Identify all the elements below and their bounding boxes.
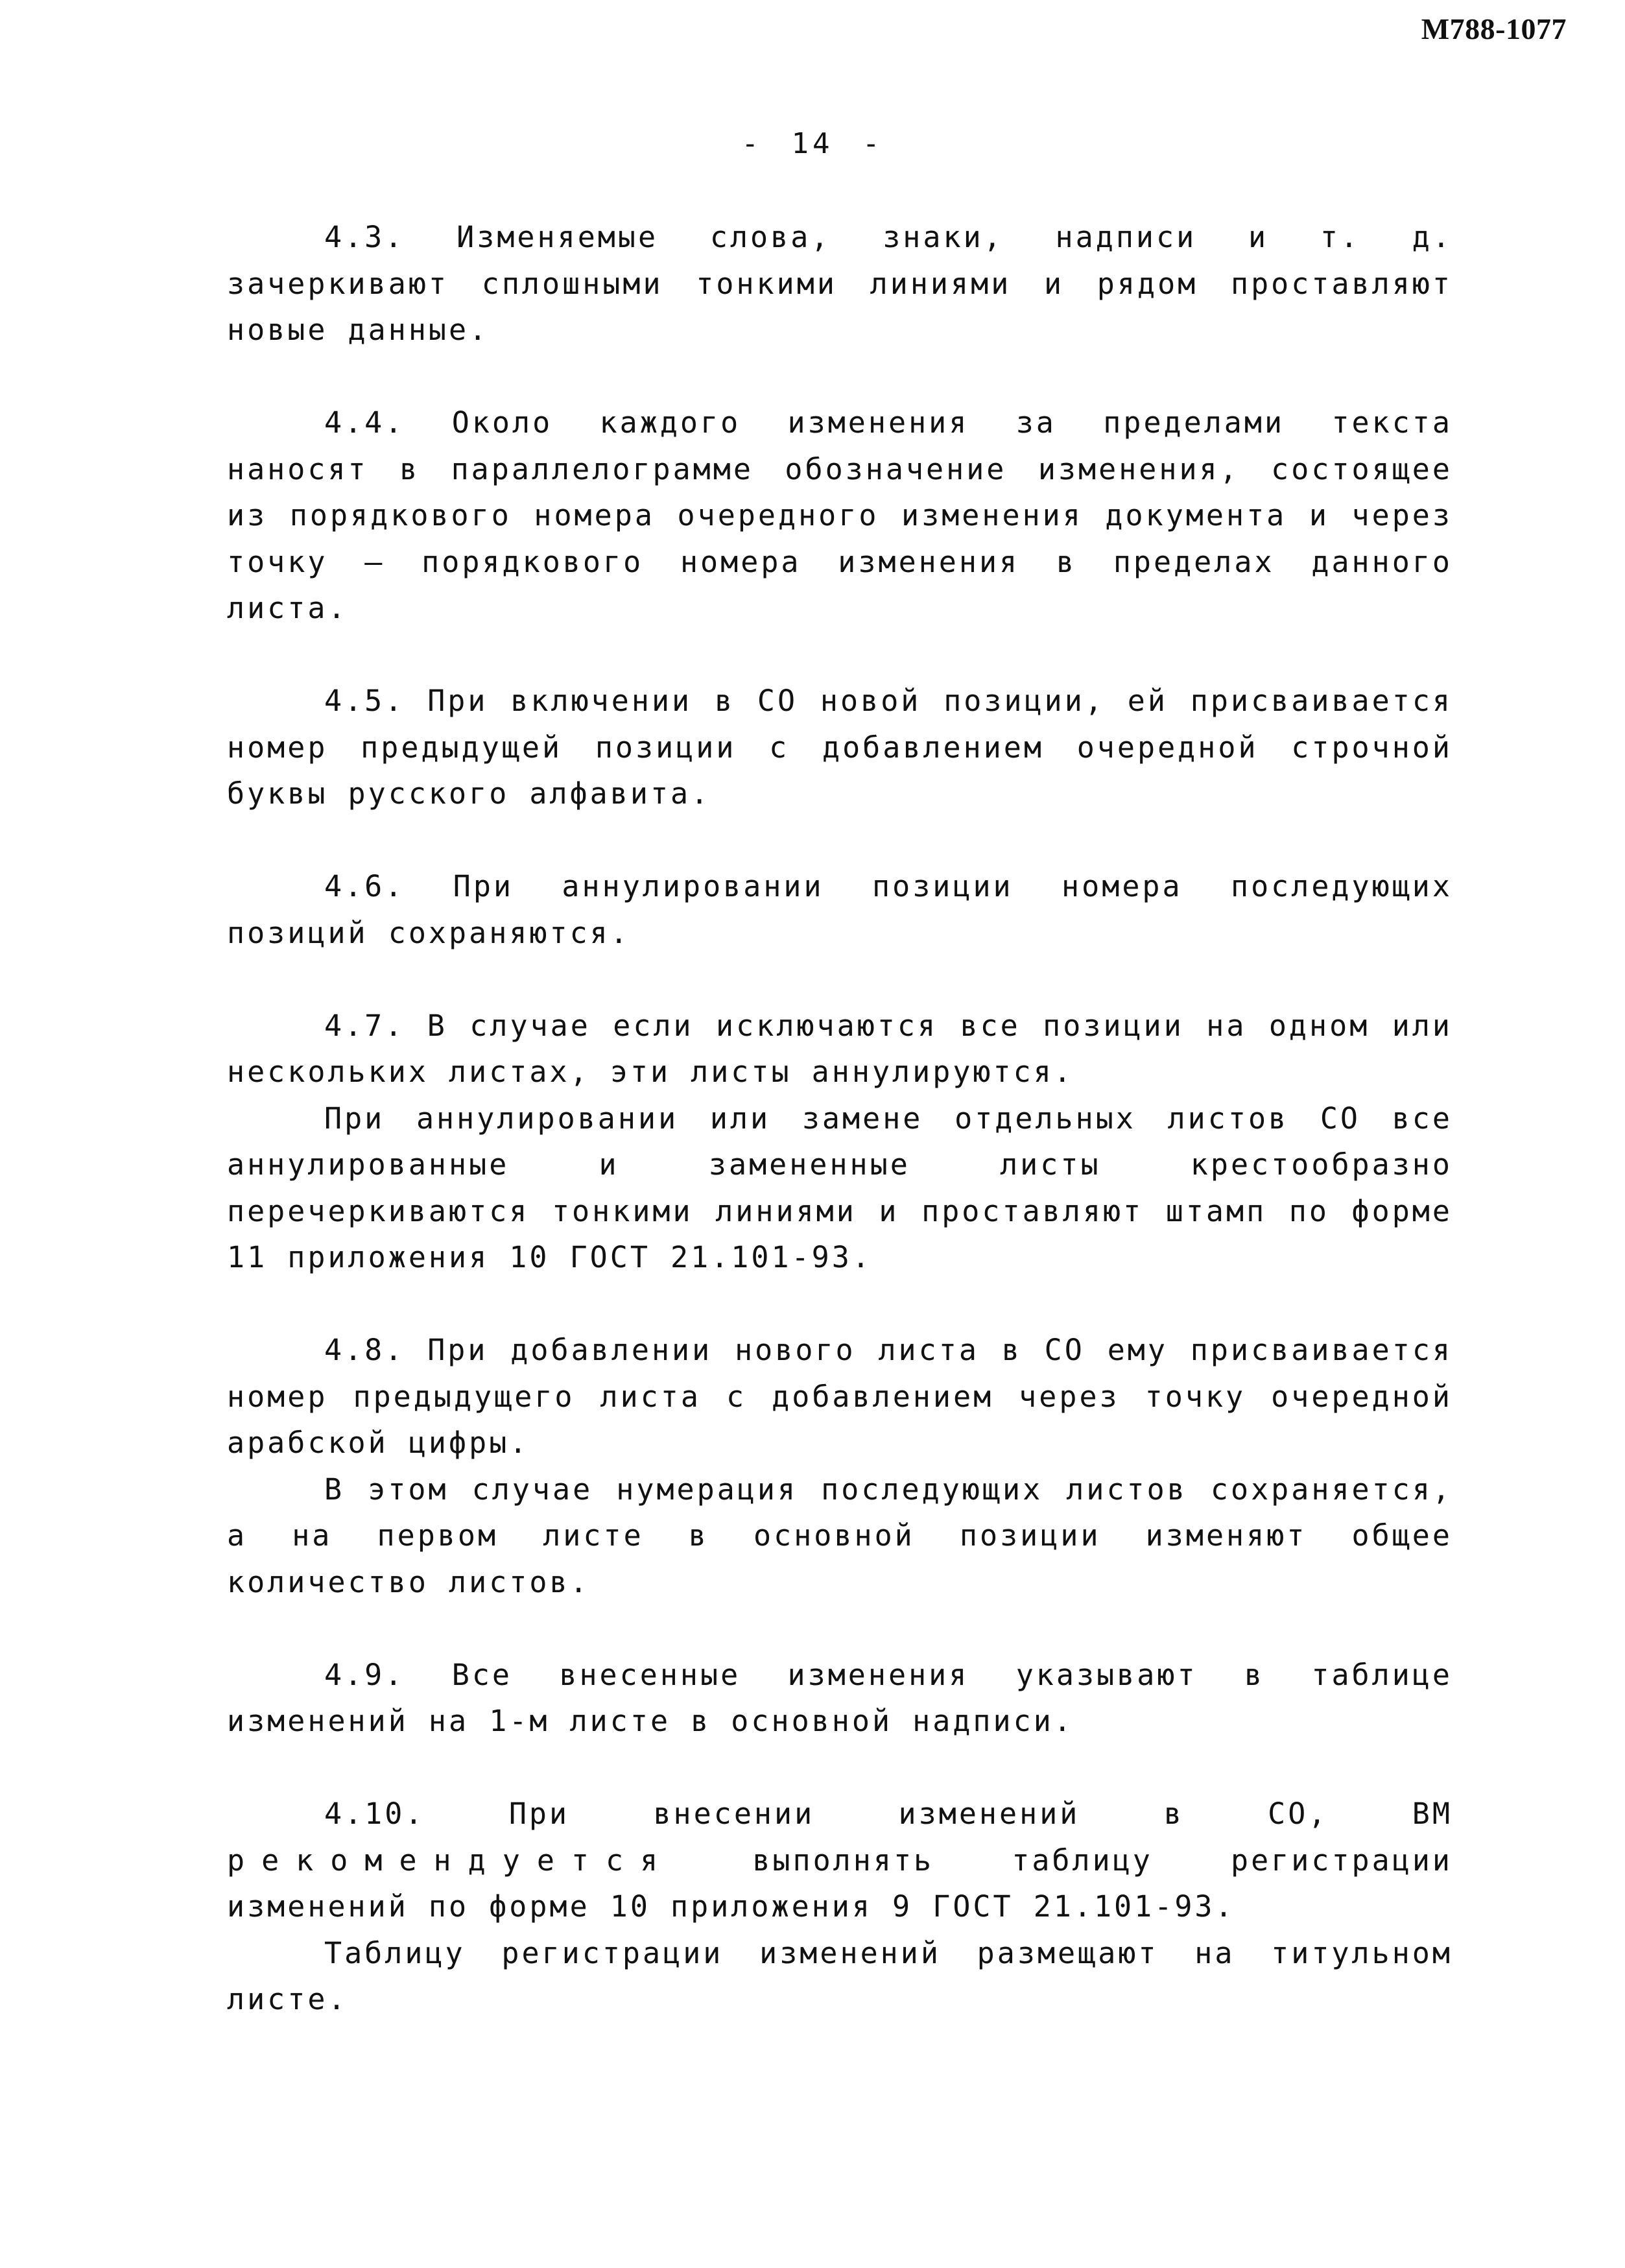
page-number: - 14 - [741, 127, 884, 160]
document-body [227, 214, 1453, 2023]
paragraph-4-7-continued: При аннулировании или замене отдельных листов СО все аннулированные и замененные листы крестообразно перечеркиваются тонкими линиями и проставляют штамп по форме 11 приложения 10 ГОСТ 21.101-93. [227, 1101, 1453, 1274]
paragraph-4-8: 4.8. При добавлении нового листа в СО ему присваивается номер предыдущего листа с добавлением через точку очередной арабской цифры. [227, 1333, 1453, 1460]
paragraph-4-9: 4.9. Все внесенные изменения указывают в таблице изменений на 1-м листе в основной надписи. [227, 1657, 1453, 1738]
paragraph-4-4: 4.4. Около каждого изменения за пределами текста наносят в параллелограмме обозначение изменения, состоящее из порядкового номера очередного изменения документа и через точку – порядкового номера изменения в пределах данного листа. [227, 405, 1453, 625]
paragraph-4-10-start: 4.10. При внесении изменений в СО, ВМ [324, 1796, 1453, 1831]
paragraph-4-3: 4.3. Изменяемые слова, знаки, надписи и т. д. зачеркивают сплошными тонкими линиями и рядом проставляют новые данные. [227, 220, 1453, 347]
paragraph-4-5: 4.5. При включении в СО новой позиции, ей присваивается номер предыдущей позиции с добавлением очередной строчной буквы русского алфавита. [227, 684, 1453, 811]
paragraph-4-10-spaced-word: рекомендуется [227, 1843, 675, 1878]
paragraph-4-6: 4.6. При аннулировании позиции номера последующих позиций сохраняются. [227, 869, 1453, 950]
paragraph-4-10 [227, 1791, 1453, 1930]
document-code: М788-1077 [1421, 12, 1567, 45]
paragraph-4-10-continued: Таблицу регистрации изменений размещают на титульном листе. [227, 1935, 1453, 2016]
paragraph-4-7: 4.7. В случае если исключаются все позиции на одном или нескольких листах, эти листы аннулируются. [227, 1008, 1453, 1089]
paragraph-4-8-continued: В этом случае нумерация последующих листов сохраняется, а на первом листе в основной позиции изменяют общее количество листов. [227, 1472, 1453, 1599]
paragraph-4-10-end: выполнять таблицу регистрации изменений по форме 10 приложения 9 ГОСТ 21.101-93. [227, 1843, 1453, 1924]
